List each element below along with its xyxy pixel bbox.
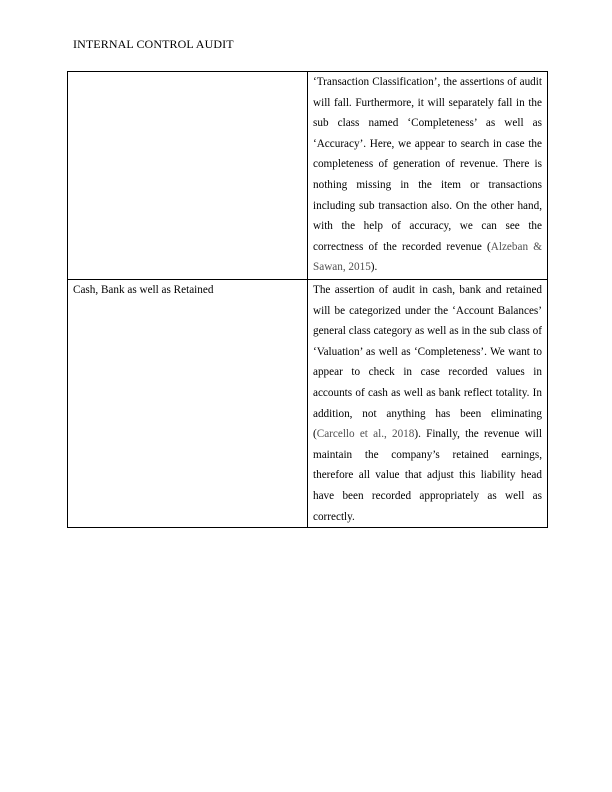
table-cell-assertion [308,280,548,528]
running-head: INTERNAL CONTROL AUDIT [73,37,234,51]
table-cell-account [68,72,308,280]
audit-table [67,71,548,528]
citation: Carcello et al., 2018 [316,428,415,441]
assertion-text-tail: ). Finally, the revenue will maintain the company’s retained earnings, therefore all value that adjust this liability head have been recorded appropriately as well as correctly. [313,428,542,523]
assertion-text-tail: ). [370,261,378,274]
table-cell-account [68,280,308,528]
table-cell-assertion [308,72,548,280]
assertion-text [313,72,542,278]
account-label: Cash, Bank as well as Retained [73,284,214,296]
citation: Alzeban & Sawan, 2015 [313,240,542,274]
table-row [68,280,548,528]
assertion-text-body: The assertion of audit in cash, bank and retained will be categorized under the ‘Account Balances’ general class category as well as in the sub class of ‘Valuation’ as well as ‘Completeness’. We want to appear to check in case recorded values in accounts of cash as well as bank reflect totality. In addition, not anything has been eliminating ( [313,284,542,441]
assertion-text-body: ‘Transaction Classification’, the assertions of audit will fall. Furthermore, it will separately fall in the sub class named ‘Completeness’ as well as ‘Accuracy’. Here, we appear to search in case the completeness of generation of revenue. There is nothing missing in the item or transactions including sub transaction also. On the other hand, with the help of accuracy, we can see the correctness of the recorded revenue ( [313,76,542,253]
table-row [68,72,548,280]
assertion-text [313,280,542,527]
